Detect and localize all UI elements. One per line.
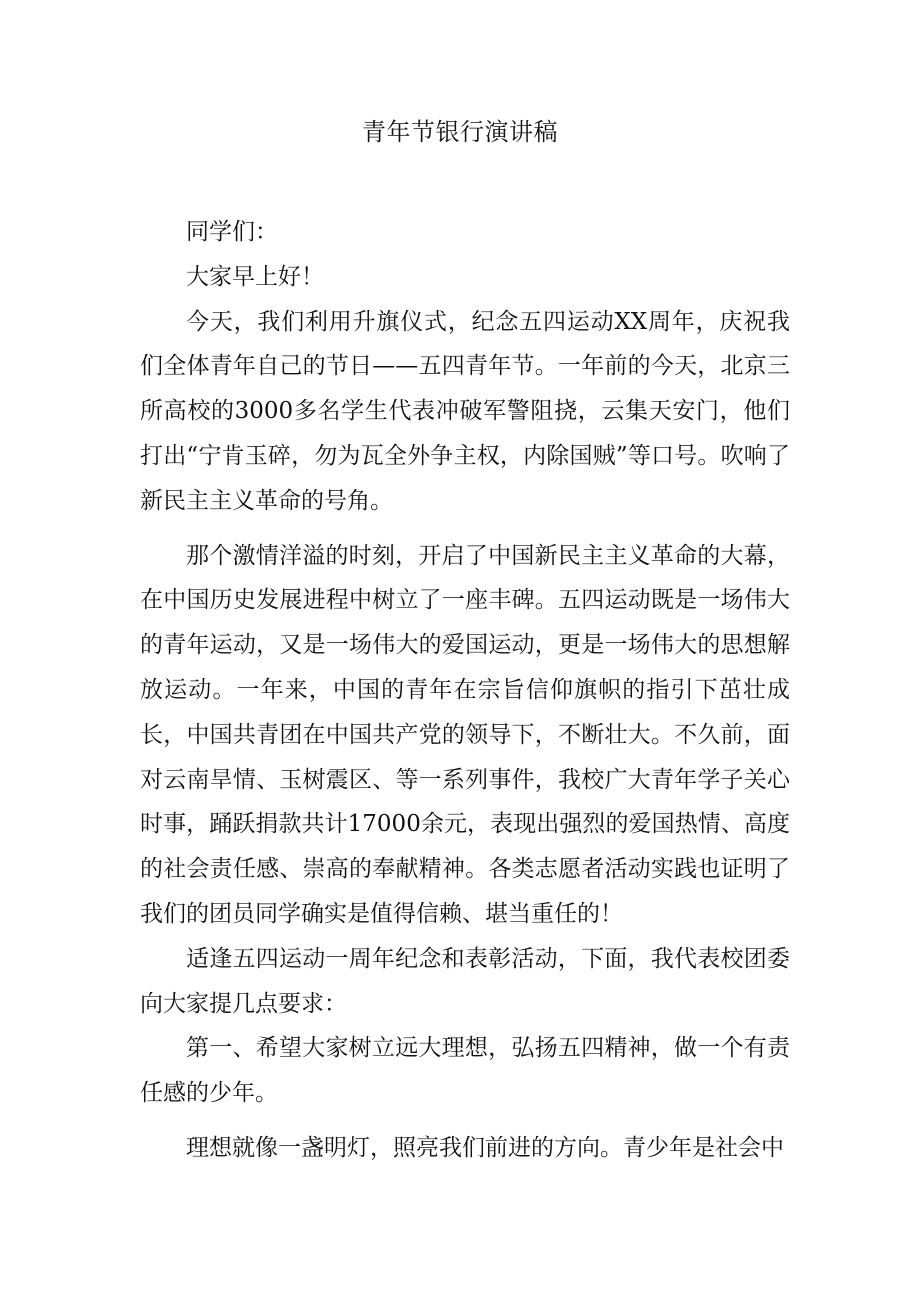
paragraph-greeting: 大家早上好！	[186, 263, 324, 290]
paragraph-ideal: 理想就像一盏明灯，照亮我们前进的方向。青少年是社会中	[186, 1134, 784, 1161]
paragraph-intro: 今天，我们利用升旗仪式，纪念五四运动XX周年，庆祝我们全体青年自己的节日——五四青年节。一年前的今天，北京三所高校的3000多名学生代表冲破军警阻挠，云集天安门，他们打出“宁肯玉碎，勿为瓦全外争主权，内除国贼”等口号。吹响了新民主主义革命的号角。	[140, 308, 790, 514]
document-body	[140, 210, 790, 1171]
document-title: 青年节银行演讲稿	[362, 118, 558, 146]
paragraph-requirements: 适逢五四运动一周年纪念和表彰活动，下面，我代表校团委向大家提几点要求：	[140, 945, 790, 1017]
paragraph-salutation: 同学们：	[186, 219, 278, 245]
paragraph-history: 那个激情洋溢的时刻，开启了中国新民主主义革命的大幕，在中国历史发展进程中树立了一座丰碑。五四运动既是一场伟大的青年运动，又是一场伟大的爱国运动，更是一场伟大的思想解放运动。一年来，中国的青年在宗旨信仰旗帜的指引下茁壮成长，中国共青团在中国共产党的领导下，不断壮大。不久前，面对云南旱情、玉树震区、等一系列事件，我校广大青年学子关心时事，踊跃捐款共计17000余元，表现出强烈的爱国热情、高度的社会责任感、崇高的奉献精神。各类志愿者活动实践也证明了我们的团员同学确实是值得信赖、堪当重任的！	[140, 542, 790, 927]
paragraph-first-point: 第一、希望大家树立远大理想，弘扬五四精神，做一个有责任感的少年。	[140, 1035, 790, 1107]
